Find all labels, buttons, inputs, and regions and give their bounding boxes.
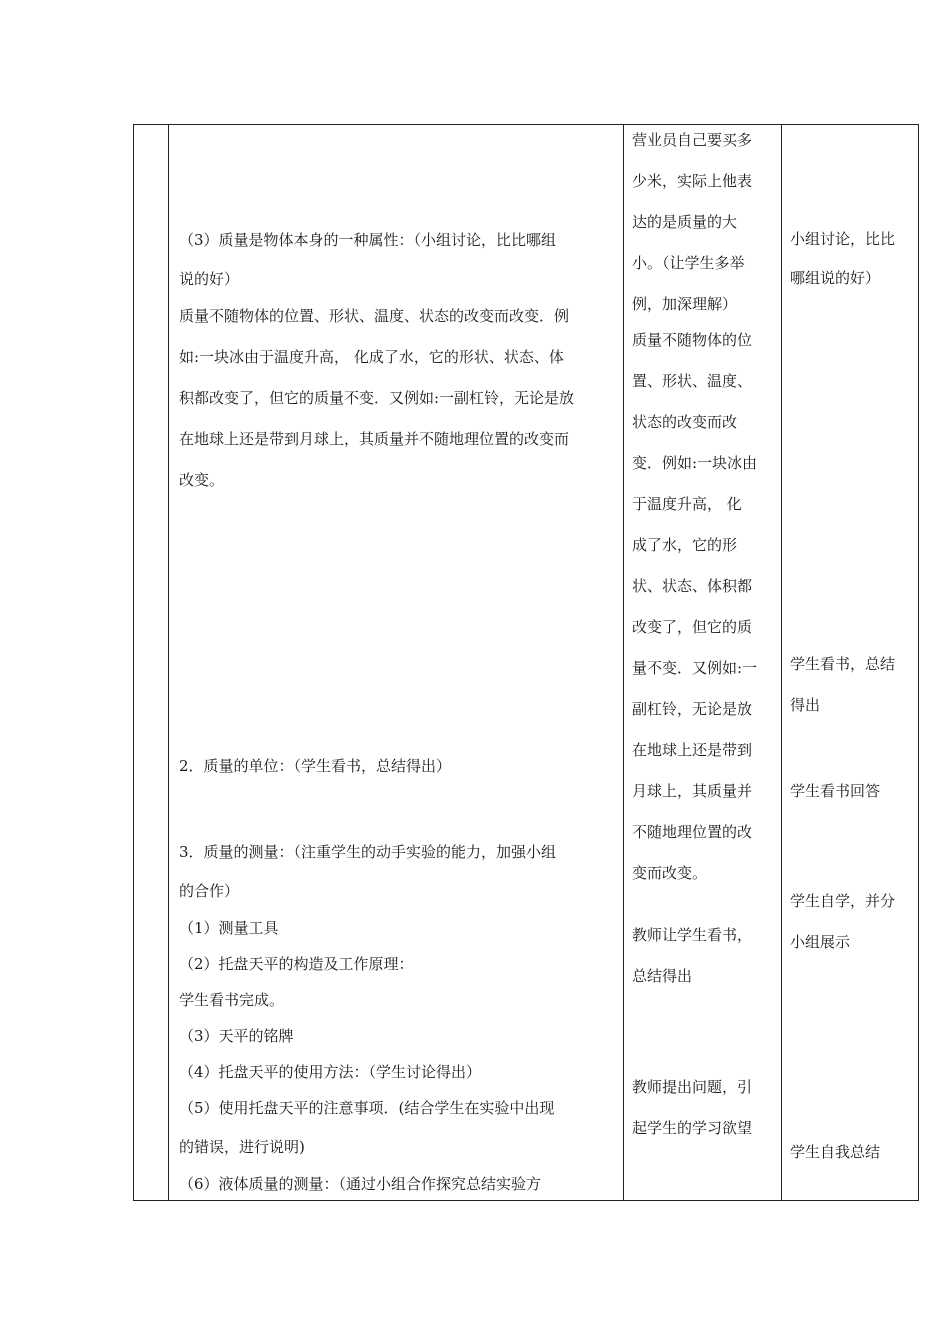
student-line: 得出	[790, 696, 821, 714]
teacher-line: 教师让学生看书，	[632, 926, 753, 944]
content-line: 在地球上还是带到月球上，其质量并不随地理位置的改变而	[179, 430, 570, 448]
teacher-line: 例，加深理解）	[632, 295, 738, 313]
student-line: 学生看书回答	[790, 782, 881, 800]
column-divider-1	[168, 125, 169, 1200]
teacher-line: 小。（让学生多举	[632, 254, 745, 272]
teacher-line: 成了水，它的形	[632, 536, 738, 554]
section-heading: 2．质量的单位：（学生看书，总结得出）	[179, 757, 452, 775]
content-line: 如:一块冰由于温度升高， 化成了水，它的形状、状态、体	[179, 348, 564, 366]
content-line: （2）托盘天平的构造及工作原理：	[179, 955, 414, 973]
content-line: （4）托盘天平的使用方法：（学生讨论得出）	[179, 1063, 482, 1081]
teacher-line: 总结得出	[632, 967, 693, 985]
teacher-line: 质量不随物体的位	[632, 331, 753, 349]
teacher-line: 置、形状、温度、	[632, 372, 753, 390]
column-divider-2	[623, 125, 624, 1200]
teacher-line: 状、状态、体积都	[632, 577, 753, 595]
teacher-line: 状态的改变而改	[632, 413, 738, 431]
teacher-line: 量不变．又例如:一	[632, 659, 758, 677]
teacher-line: 变而改变。	[632, 864, 708, 882]
student-line: 小组展示	[790, 933, 851, 951]
content-line: 学生看书完成。	[179, 991, 285, 1009]
content-line: （3）天平的铭牌	[179, 1027, 294, 1045]
teacher-line: 改变了，但它的质	[632, 618, 753, 636]
content-line: 的错误，进行说明)	[179, 1138, 305, 1156]
student-line: 学生自我总结	[790, 1143, 881, 1161]
teacher-line: 教师提出问题，引	[632, 1078, 753, 1096]
content-line: 的合作）	[179, 882, 240, 900]
content-line: 说的好）	[179, 270, 240, 288]
content-line: 质量不随物体的位置、形状、温度、状态的改变而改变．例	[179, 307, 570, 325]
student-line: 学生自学，并分	[790, 892, 896, 910]
student-line: 哪组说的好）	[790, 269, 881, 287]
teacher-line: 在地球上还是带到	[632, 741, 753, 759]
teacher-line: 少米，实际上他表	[632, 172, 753, 190]
teacher-line: 不随地理位置的改	[632, 823, 753, 841]
content-line: 改变。	[179, 471, 225, 489]
teacher-line: 起学生的学习欲望	[632, 1119, 753, 1137]
content-line: 积都改变了，但它的质量不变．又例如:一副杠铃，无论是放	[179, 389, 575, 407]
teacher-line: 月球上，其质量并	[632, 782, 753, 800]
column-divider-3	[781, 125, 782, 1200]
content-line: （1）测量工具	[179, 919, 279, 937]
content-line: （3）质量是物体本身的一种属性：（小组讨论，比比哪组	[179, 231, 557, 249]
section-heading: 3．质量的测量：（注重学生的动手实验的能力，加强小组	[179, 843, 557, 861]
student-line: 小组讨论，比比	[790, 230, 896, 248]
teacher-line: 变．例如:一块冰由	[632, 454, 758, 472]
student-line: 学生看书，总结	[790, 655, 896, 673]
teacher-line: 于温度升高， 化	[632, 495, 742, 513]
teacher-line: 副杠铃，无论是放	[632, 700, 753, 718]
teacher-line: 达的是质量的大	[632, 213, 738, 231]
content-line: （5）使用托盘天平的注意事项．(结合学生在实验中出现	[179, 1099, 555, 1117]
teacher-line: 营业员自己要买多	[632, 131, 753, 149]
content-line: （6）液体质量的测量：（通过小组合作探究总结实验方	[179, 1175, 542, 1193]
